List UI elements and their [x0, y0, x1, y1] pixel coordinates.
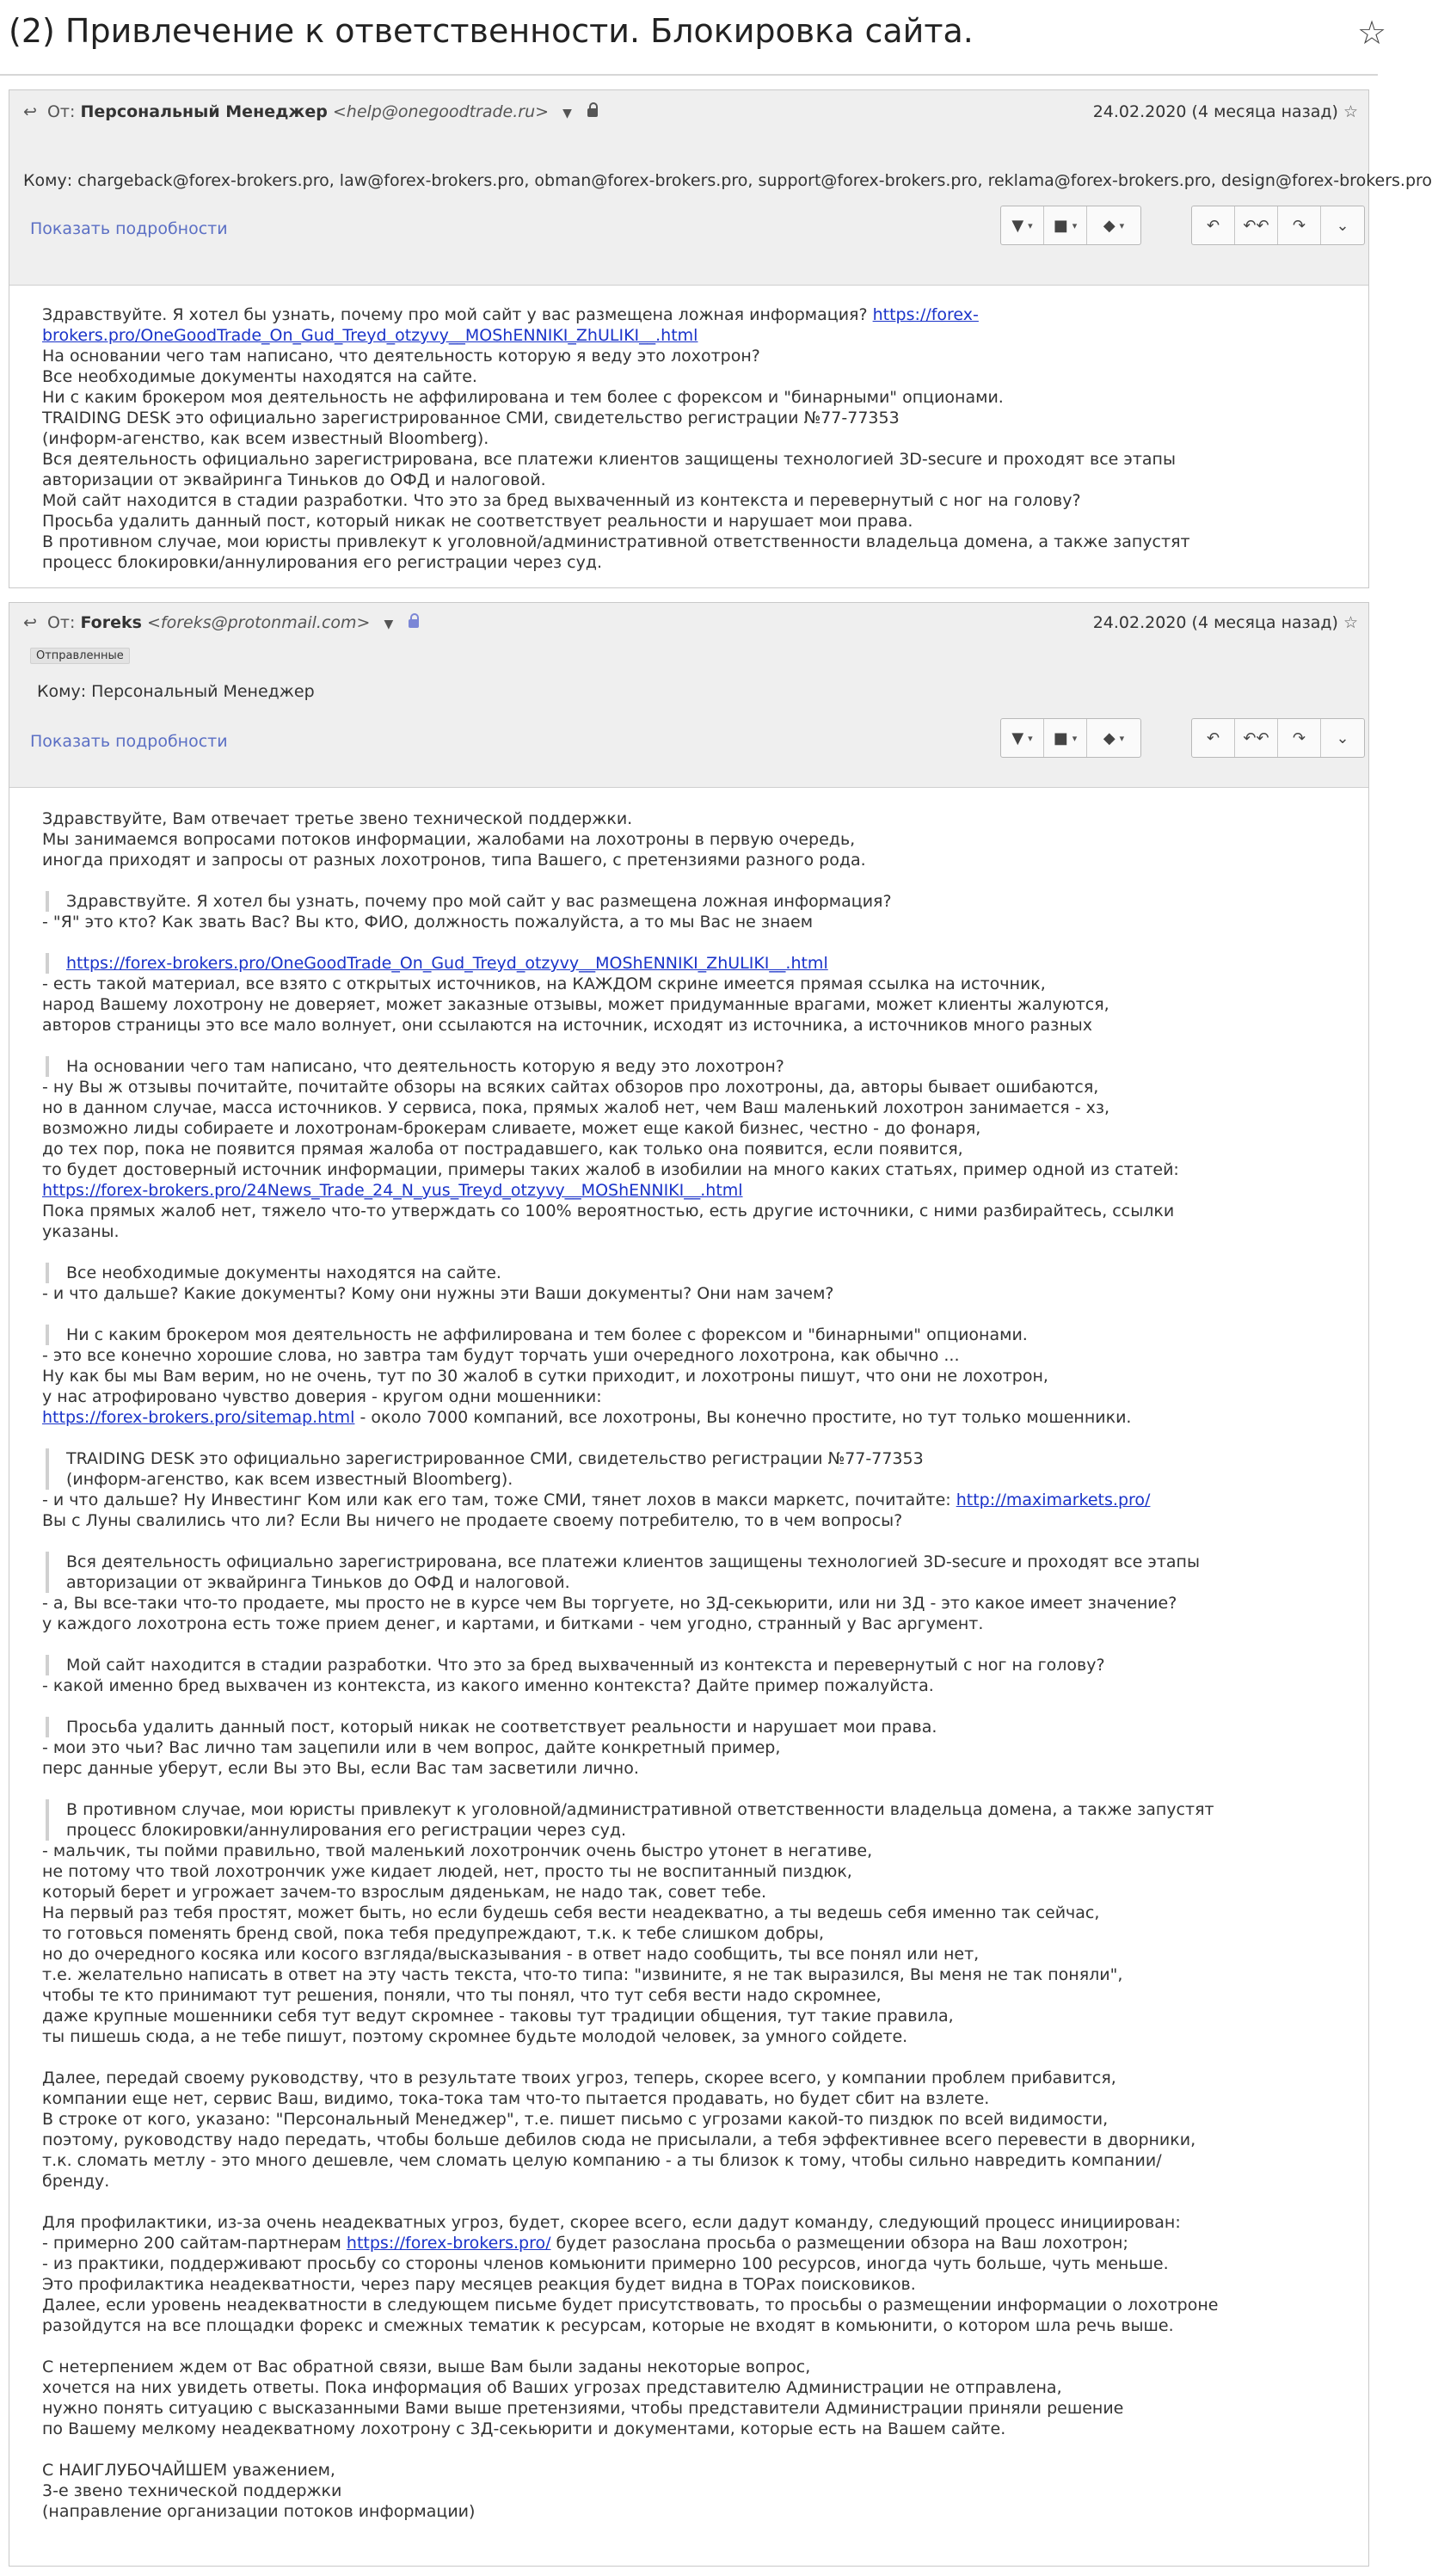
show-details-link[interactable]: Показать подробности — [30, 732, 228, 751]
quoted-text: Здравствуйте. Я хотел бы узнать, почему про мой сайт у вас размещена ложная информация? — [46, 891, 1368, 912]
star-icon[interactable]: ☆ — [1343, 613, 1358, 632]
reply-button-icon: ↶ — [1206, 216, 1220, 235]
message-1-body — [9, 286, 1368, 573]
quoted-text: Вся деятельность официально зарегистрирована, все платежи клиентов защищены технологией 3D-secure и проходят все этапы авторизации от эквайринга Тиньков до ОФД и налоговой. — [46, 1552, 1368, 1593]
body-text: Далее, передай своему руководству, что в результате твоих угроз, теперь, скорее всего, у компании проблем прибавится, компании еще нет, сервис Ваш, видимо, тока-тока там что-то пытается продавать, но будет сбит на взлете. В строке от кого, указано: "Персональный Менеджер", т.е. пишет письмо с угрозами какой-то пиздюк по всей видимости, поэтому, руководству надо передать, чтобы больше дебилов сюда не присылали, а тебя эффективнее всего перевести в дворники, т.к. сломать метлу - это много дешевле, чем сломать целую компанию - а ты близок к тому, чтобы сильно навредить компании/ бренду. — [42, 2069, 1196, 2191]
lock-icon — [587, 108, 598, 117]
filter-folder-tag-group — [1000, 718, 1141, 758]
chevron-down-icon: ▾ — [1028, 219, 1033, 231]
body-text: - это все конечно хорошие слова, но завтра там будут торчать уши очередного лохотрона, как обычно ... Ну как бы мы Вам верим, но не очень, тут по 30 жалоб в сутки приходит, и лохотроны пишут, что они не лохотрон, у нас атрофировано чувство доверия - кругом одни мошенники: — [42, 1346, 1048, 1406]
reply-all-button[interactable] — [1235, 206, 1278, 244]
maximarkets-link[interactable]: http://maximarkets.pro/ — [956, 1491, 1151, 1509]
body-line — [42, 304, 1368, 346]
body-line — [42, 1490, 1368, 1510]
body-text: - и что дальше? Ну Инвестинг Ком или как его там, тоже СМИ, тянет лохов в макси маркетс, почитайте: — [42, 1491, 956, 1509]
tag-icon: ◆ — [1103, 729, 1115, 747]
sender-email[interactable]: <help@onegoodtrade.ru> — [332, 102, 550, 121]
filter-folder-tag-group — [1000, 206, 1141, 245]
message-1-header — [9, 90, 1432, 286]
tag-button[interactable] — [1087, 719, 1140, 757]
filter-icon: ▼ — [1011, 729, 1024, 747]
body-line — [42, 1407, 1368, 1428]
date-text: 24.02.2020 (4 месяца назад) — [1092, 613, 1338, 632]
chevron-down-icon[interactable]: ▼ — [384, 618, 394, 631]
sender-email[interactable]: <foreks@protonmail.com> — [146, 613, 371, 632]
chevron-down-icon: ▾ — [1028, 732, 1033, 744]
quoted-text: В противном случае, мои юристы привлекут к уголовной/административной ответственности владельца домена, а также запустят процесс блокировки/аннулирования его регистрации через суд. — [46, 1799, 1368, 1841]
folder-icon: ■ — [1053, 729, 1068, 747]
divider — [0, 74, 1378, 76]
site-link[interactable]: https://forex-brokers.pro/ — [346, 2234, 551, 2253]
date-text: 24.02.2020 (4 месяца назад) — [1092, 102, 1338, 121]
link-part: brokers.pro/OneGoodTrade_On_Gud_Treyd_otzyvy__MOShENNIKI_ZhULIKI__.html — [42, 326, 698, 345]
forward-button[interactable] — [1278, 719, 1321, 757]
body-text: - ну Вы ж отзывы почитайте, почитайте обзоры на всяких сайтах обзоров про лохотроны, да, авторы бывает ошибаются, но в данном случае, масса источников. У сервиса, пока, прямых жалоб нет, чем Ваш маленький лохотрон занимается - хз, возможно лиды собираете и лохотронам-брокерам сливаете, может еще какой бизнес, честно - до фонаря, до тех пор, пока не появится прямая жалоба от пострадавшего, как только она появится, если появится, то будет достоверный источник информации, примеры таких жалоб в изобилии на много каких статьях, пример одной из статей: — [42, 1078, 1179, 1179]
reply-button[interactable] — [1192, 719, 1235, 757]
star-icon[interactable]: ☆ — [1357, 14, 1387, 52]
source-link[interactable]: https://forex-brokers.pro/OneGoodTrade_On_Gud_Treyd_otzyvy__MOShENNIKI_ZhULIKI__.html — [66, 954, 828, 973]
more-button[interactable] — [1321, 719, 1364, 757]
reply-icon: ↩ — [23, 102, 37, 121]
link-part: https://forex- — [872, 305, 979, 324]
chevron-down-icon[interactable]: ▼ — [562, 107, 572, 120]
show-details-link[interactable]: Показать подробности — [30, 219, 228, 238]
chevron-down-icon: ▾ — [1072, 732, 1078, 744]
body-text: - мои это чьи? Вас лично там зацепили или в чем вопрос, дайте конкретный пример, перс данные уберут, если Вы это Вы, если Вас там засветили лично. — [42, 1738, 781, 1778]
tag-button[interactable] — [1087, 206, 1140, 244]
page-title: (2) Привлечение к ответственности. Блокировка сайта. — [9, 12, 974, 50]
folder-button[interactable] — [1044, 206, 1087, 244]
tag-icon: ◆ — [1103, 216, 1115, 235]
reply-all-icon: ↶↶ — [1243, 729, 1269, 747]
reply-icon: ↩ — [23, 613, 37, 632]
forward-icon: ↷ — [1292, 216, 1306, 235]
chevron-down-icon: ▾ — [1119, 732, 1125, 744]
reply-actions-group — [1191, 206, 1365, 245]
folder-button[interactable] — [1044, 719, 1087, 757]
more-icon: ⌄ — [1336, 729, 1349, 747]
message-date — [1093, 102, 1358, 121]
quoted-text: Ни с каким брокером моя деятельность не аффилирована и тем более с форексом и "бинарными" опционами. — [46, 1325, 1368, 1345]
message-2 — [9, 602, 1369, 2567]
message-date — [1093, 613, 1358, 632]
reply-all-button[interactable] — [1235, 719, 1278, 757]
filter-button[interactable] — [1001, 719, 1044, 757]
folder-icon: ■ — [1053, 216, 1068, 235]
lock-icon — [409, 619, 419, 628]
sender-name[interactable]: Foreks — [80, 613, 142, 632]
article-link[interactable]: https://forex-brokers.pro/24News_Trade_24_N_yus_Treyd_otzyvy__MOShENNIKI__.html — [42, 1181, 743, 1200]
more-button[interactable] — [1321, 206, 1364, 244]
body-line — [42, 1180, 1368, 1201]
recipients: Кому: Персональный Менеджер — [37, 682, 315, 701]
body-text: - и что дальше? Какие документы? Кому они нужны эти Ваши документы? Они нам зачем? — [42, 1284, 834, 1303]
reply-all-icon: ↶↶ — [1243, 216, 1269, 235]
reply-button[interactable] — [1192, 206, 1235, 244]
body-text: На основании чего там написано, что деятельность которую я веду это лохотрон? Все необходимые документы находятся на сайте. Ни с каким брокером моя деятельность не аффилирована и тем более с форексом и "бинарными" опционами. TRAIDING DESK это официально зарегистрированное СМИ, свидетельство регистрации №77-77353 (информ-агенство, как всем известный Bloomberg). Вся деятельность официально зарегистрирована, все платежи клиентов защищены технологией 3D-secure и проходят все этапы авторизации от эквайринга Тиньков до ОФД и налоговой. Мой сайт находится в стадии разработки. Что это за бред выхваченный из контекста и перевернутый с ног на голову? Просьба удалить данный пост, который никак не соответствует реальности и нарушает мои права. В противном случае, мои юристы привлекут к уголовной/административной ответственности владельца домена, а также запустят процесс блокировки/аннулирования его регистрации через суд. — [42, 347, 1190, 572]
sender-line — [23, 102, 598, 121]
chevron-down-icon: ▾ — [1119, 219, 1125, 231]
body-text: - какой именно бред выхвачен из контекста, из какого именно контекста? Дайте пример пожалуйста. — [42, 1676, 934, 1695]
body-text: С нетерпением ждем от Вас обратной связи, выше Вам были заданы некоторые вопрос, хочется на них увидеть ответы. Пока информация об Ваших угрозах представителю Администрации не отправлена, нужно понять ситуацию с высказанными Вами выше претензиями, чтобы представители Администрации приняли решение по Вашему мелкому неадекватному лохотрону с 3Д-секьюрити и документами, которые есть на Вашем сайте. — [42, 2358, 1124, 2438]
body-text: - "Я" это кто? Как звать Вас? Вы кто, ФИО, должность пожалуйста, а то мы Вас не знаем — [42, 913, 814, 931]
quoted-text: TRAIDING DESK это официально зарегистрированное СМИ, свидетельство регистрации №77-77353 (информ-агенство, как всем известный Bloomberg). — [46, 1448, 1368, 1490]
filter-button[interactable] — [1001, 206, 1044, 244]
from-label: От: — [46, 613, 76, 632]
body-text: Здравствуйте, Вам отвечает третье звено технической поддержки. Мы занимаемся вопросами потоков информации, жалобами на лохотроны в первую очередь, иногда приходят и запросы от разных лохотронов, типа Вашего, с претензиями разного рода. — [42, 809, 866, 870]
sender-line — [23, 613, 419, 632]
more-icon: ⌄ — [1336, 216, 1349, 235]
signature: С НАИГЛУБОЧАЙШЕМ уважением, 3-е звено технической поддержки (направление организации потоков информации) — [42, 2461, 476, 2521]
star-icon[interactable]: ☆ — [1343, 102, 1358, 121]
recipients: Кому: chargeback@forex-brokers.pro, law@forex-brokers.pro, obman@forex-brokers.pro, support@forex-brokers.pro, reklama@forex-brokers.pro, design@forex-brokers.pro — [23, 171, 1432, 190]
quoted-link — [46, 953, 1368, 974]
filter-icon: ▼ — [1011, 216, 1024, 235]
body-text: - а, Вы все-таки что-то продаете, мы просто не в курсе чем Вы торгуете, но 3Д-секьюрити, или ни 3Д - это какое имеет значение? у каждого лохотрона есть тоже прием денег, и картами, и битками - чем угодно, странный у Вас аргумент. — [42, 1594, 1177, 1633]
body-text: Пока прямых жалоб нет, тяжело что-то утверждать со 100% вероятностью, есть другие источники, с ними разбирайтесь, ссылки указаны. — [42, 1202, 1175, 1241]
forward-button[interactable] — [1278, 206, 1321, 244]
body-text: - около 7000 компаний, все лохотроны, Вы конечно простите, но тут только мошенники. — [354, 1408, 1132, 1427]
body-line — [42, 2212, 1368, 2336]
from-label: От: — [46, 102, 76, 121]
quoted-text: Мой сайт находится в стадии разработки. Что это за бред выхваченный из контекста и перевернутый с ног на голову? — [46, 1655, 1368, 1675]
folder-badge[interactable]: Отправленные — [30, 648, 130, 664]
body-text: будет разослана просьба о размещении обзора на Ваш лохотрон; - из практики, поддерживают просьбу со стороны членов комьюнити примерно 100 ресурсов, иногда чуть больше, чуть меньше. Это профилактика неадекватности, через пару месяцев реакция будет видна в ТОРах поисковиков. Далее, если уровень неадекватности в следующем письме будет присутствовать, то просьбы о размещении информации о лохотроне разойдутся на все площадки форекс и смежных тематик к ресурсам, которые не входят в комьюнити, о котором шла речь выше. — [42, 2234, 1219, 2335]
message-1 — [9, 89, 1432, 588]
message-2-body — [9, 788, 1368, 2522]
body-text: Вы с Луны свалились что ли? Если Вы ничего не продаете своему потребителю, то в чем вопросы? — [42, 1511, 903, 1530]
body-text: - есть такой материал, все взято с открытых источников, на КАЖДОМ скрине имеется прямая ссылка на источник, народ Вашему лохотрону не доверяет, может заказные отзывы, может придуманные врагами, может клиенты жалуются, авторов страницы это все мало волнует, они ссылаются на источник, исходят из источника, а источников много разных — [42, 974, 1109, 1035]
forward-icon: ↷ — [1292, 729, 1306, 747]
quoted-text: Просьба удалить данный пост, который никак не соответствует реальности и нарушает мои права. — [46, 1717, 1368, 1737]
body-text: Для профилактики, из-за очень неадекватных угроз, будет, скорее всего, если дадут команду, следующий процесс инициирован: - примерно 200 сайтам-партнерам — [42, 2213, 1181, 2253]
chevron-down-icon: ▾ — [1072, 219, 1078, 231]
body-text: Здравствуйте. Я хотел бы узнать, почему про мой сайт у вас размещена ложная информация? — [42, 305, 873, 324]
quoted-text: На основании чего там написано, что деятельность которую я веду это лохотрон? — [46, 1056, 1368, 1077]
reply-button-icon: ↶ — [1206, 729, 1220, 747]
quoted-text: Все необходимые документы находятся на сайте. — [46, 1263, 1368, 1283]
sender-name[interactable]: Персональный Менеджер — [80, 102, 328, 121]
message-2-header — [9, 603, 1368, 788]
body-text: - мальчик, ты пойми правильно, твой маленький лохотрончик очень быстро утонет в негативе, не потому что твой лохотрончик уже кидает людей, нет, просто ты не воспитанный пиздюк, который берет и угрожает зачем-то взрослым дяденькам, не надо так, совет тебе. На первый раз тебя простят, может быть, но если будешь себя вести неадекватно, а ты ведешь себя именно так сейчас, то готовься поменять бренд свой, пока тебя предупреждают, т.к. к тебе слишком добры, но до очередного косяка или косого взгляда/высказывания - в ответ надо сообщить, ты все понял или нет, т.е. желательно написать в ответ на эту часть текста, что-то типа: "извините, я не так выразился, Вы меня не так поняли", чтобы те кто принимают тут решения, поняли, что ты понял, что тут себя вести надо скромнее, даже крупные мошенники себя тут ведут скромнее - таковы тут традиции общения, тут такие правила, ты пишешь сюда, а не тебе пишут, поэтому скромнее будьте молодой человек, за умного сойдете. — [42, 1841, 1123, 2046]
reply-actions-group — [1191, 718, 1365, 758]
sitemap-link[interactable]: https://forex-brokers.pro/sitemap.html — [42, 1408, 355, 1427]
